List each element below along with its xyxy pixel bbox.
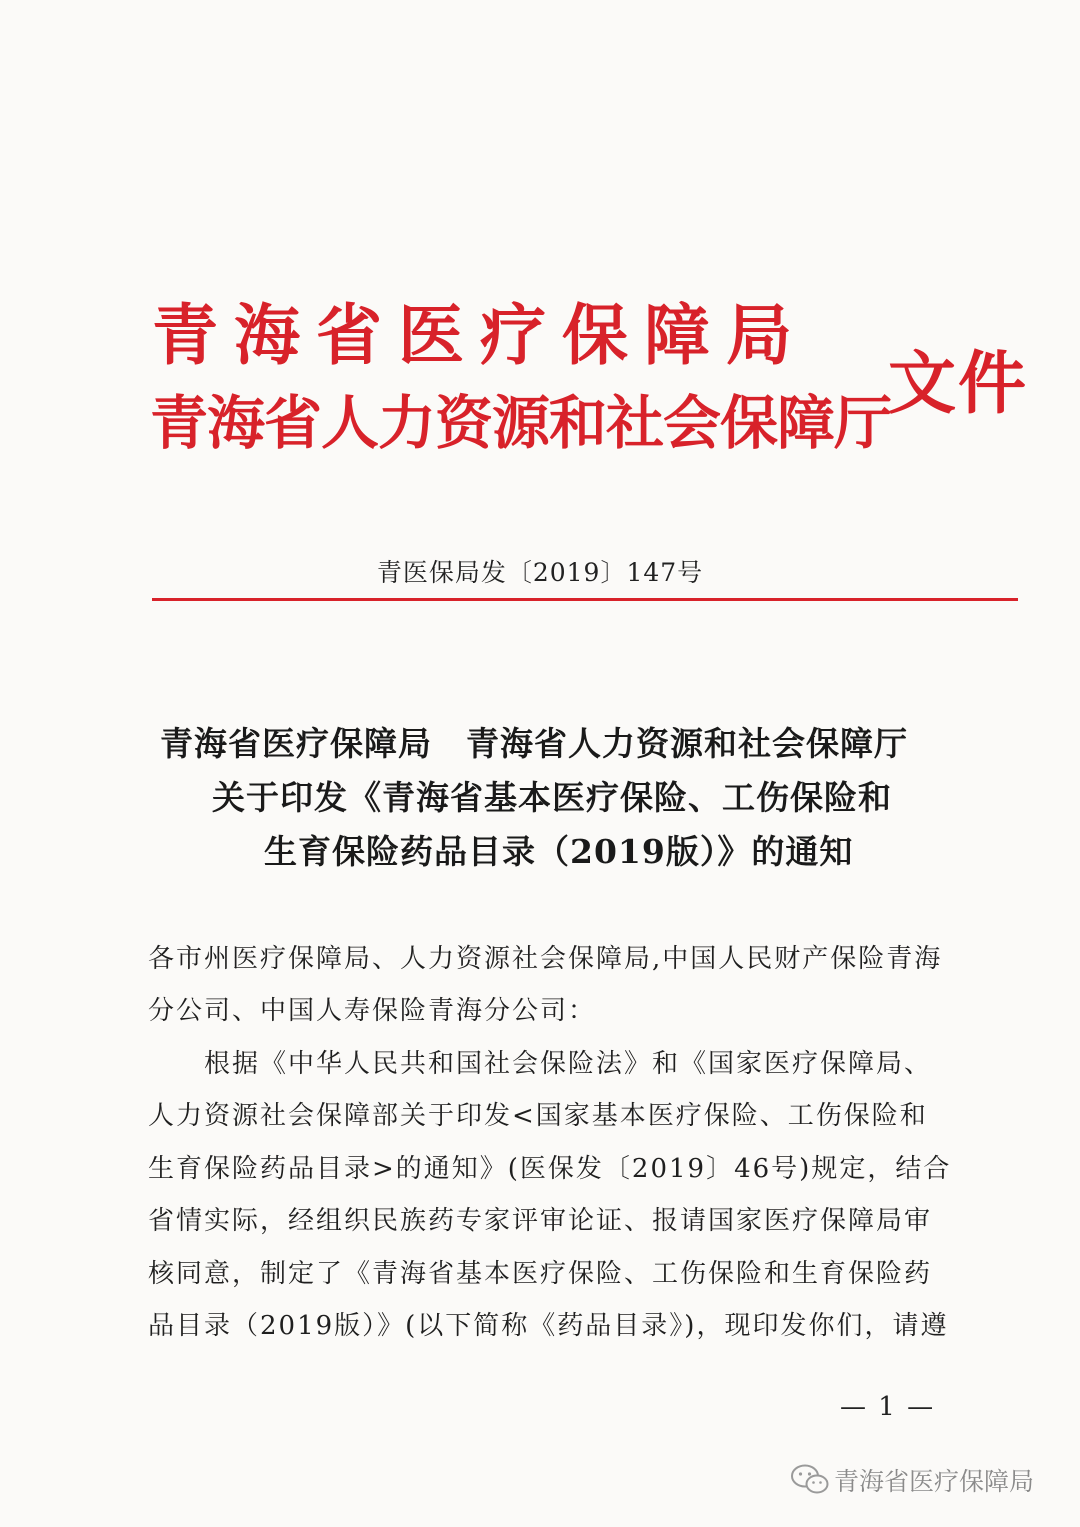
body-line: 省情实际，经组织民族药专家评审论证、报请国家医疗保障局审 (148, 1206, 933, 1236)
body-line: 品目录（2019版）》(以下简称《药品目录》)，现印发你们，请遵 (148, 1311, 949, 1341)
red-divider (152, 598, 1018, 601)
body-line: 分公司、中国人寿保险青海分公司： (148, 996, 597, 1026)
title-line-3: 生育保险药品目录（2019版）》的通知 (264, 832, 854, 871)
wechat-watermark (790, 1460, 1034, 1500)
title-line-2: 关于印发《青海省基本医疗保险、工伤保险和 (212, 778, 892, 817)
document-suffix: 文件 (888, 344, 1029, 424)
issuer-line-1: 青海省医疗保障局 (152, 296, 808, 374)
body-line: 核同意，制定了《青海省基本医疗保险、工伤保险和生育保险药 (148, 1259, 933, 1289)
wechat-icon (790, 1463, 830, 1497)
page-number: — 1 — (840, 1392, 936, 1422)
body-line: 人力资源社会保障部关于印发<国家基本医疗保险、工伤保险和 (148, 1101, 928, 1131)
watermark-text: 青海省医疗保障局 (834, 1467, 1035, 1496)
document-number: 青医保局发〔2019〕147号 (376, 558, 704, 587)
body-line: 生育保险药品目录>的通知》(医保发〔2019〕46号)规定，结合 (148, 1154, 952, 1184)
body-line: 各市州医疗保障局、人力资源社会保障局,中国人民财产保险青海 (148, 944, 943, 974)
issuer-line-2: 青海省人力资源和社会保障厅 (150, 389, 892, 457)
body-line: 根据《中华人民共和国社会保险法》和《国家医疗保障局、 (204, 1049, 933, 1079)
title-line-1: 青海省医疗保障局 青海省人力资源和社会保障厅 (160, 724, 908, 763)
